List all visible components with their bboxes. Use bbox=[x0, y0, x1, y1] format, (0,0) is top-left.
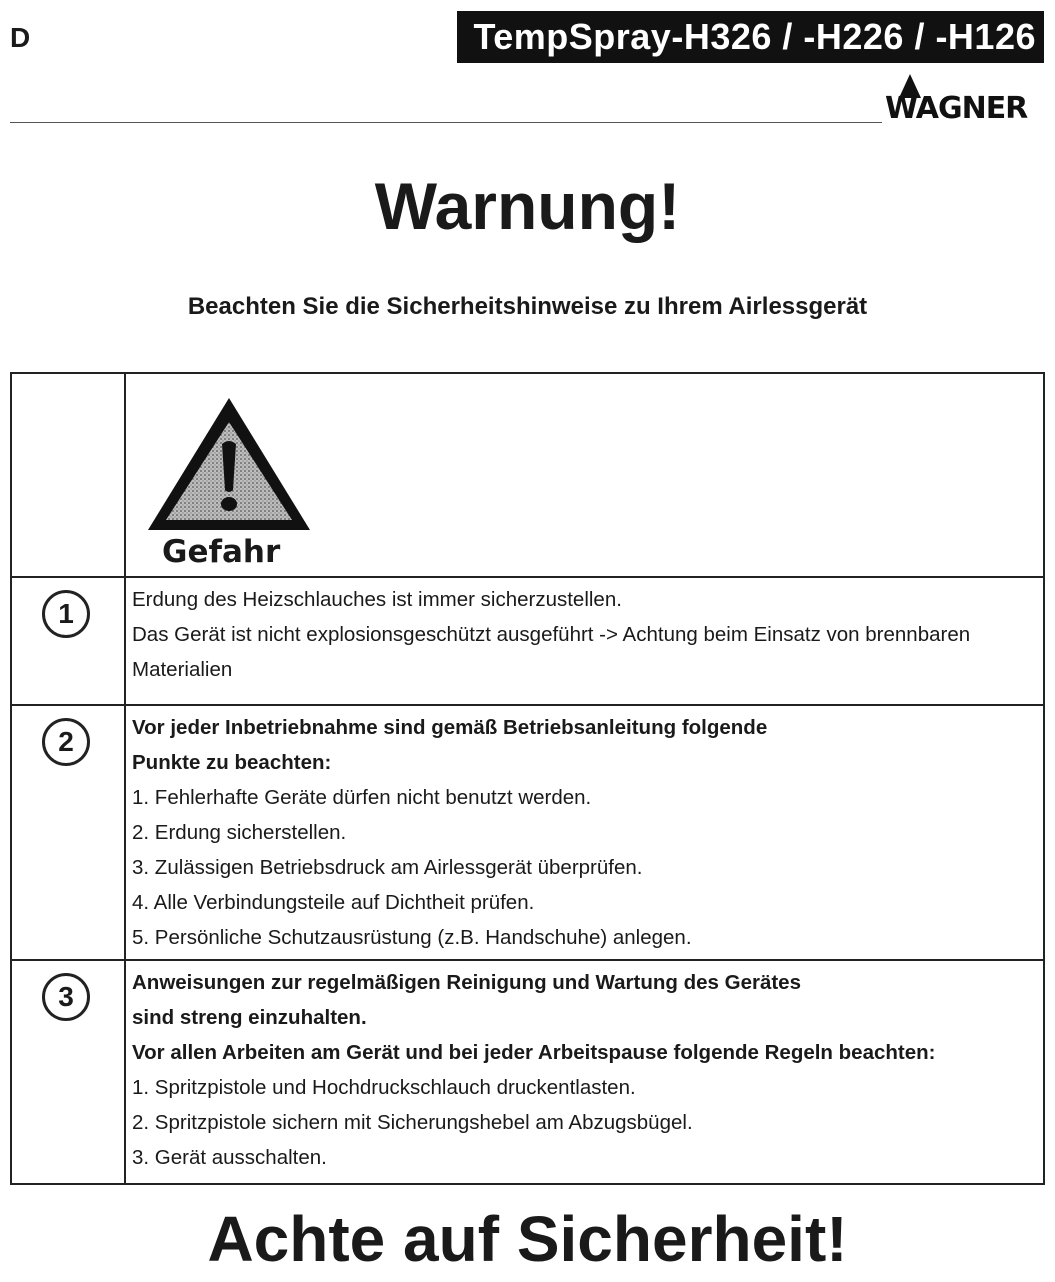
text-line-bold: Punkte zu beachten: bbox=[132, 751, 332, 774]
hazard-sign bbox=[144, 394, 314, 574]
list-item: 2. Erdung sicherstellen. bbox=[132, 821, 347, 844]
step-number-badge: 3 bbox=[42, 973, 90, 1021]
content-cell bbox=[125, 577, 1044, 705]
content-cell bbox=[125, 960, 1044, 1184]
language-code: D bbox=[10, 22, 32, 53]
number-cell bbox=[11, 705, 125, 960]
content-cell bbox=[125, 705, 1044, 960]
step-number-badge: 2 bbox=[42, 718, 90, 766]
wagner-logo bbox=[885, 74, 1045, 126]
text-line: Materialien bbox=[132, 658, 233, 681]
hazard-row bbox=[11, 373, 1044, 577]
list-item: 2. Spritzpistole sichern mit Sicherungshebel am Abzugsbügel. bbox=[132, 1111, 693, 1134]
step-number-badge: 1 bbox=[42, 590, 90, 638]
list-item: 1. Spritzpistole und Hochdruckschlauch druckentlasten. bbox=[132, 1076, 636, 1099]
hazard-cell bbox=[125, 373, 1044, 577]
footer-title: Achte auf Sicherheit! bbox=[207, 1203, 848, 1275]
list-item: 1. Fehlerhafte Geräte dürfen nicht benutzt werden. bbox=[132, 786, 592, 809]
header-rule bbox=[10, 122, 882, 123]
text-line-bold: Anweisungen zur regelmäßigen Reinigung und Wartung des Gerätes bbox=[132, 971, 801, 994]
model-title-bar bbox=[457, 11, 1044, 63]
safety-row-2 bbox=[11, 705, 1044, 960]
text-line: Das Gerät ist nicht explosionsgeschützt ausgeführt -> Achtung beim Einsatz von brennbaren bbox=[132, 623, 971, 646]
number-cell bbox=[11, 960, 125, 1184]
text-line-bold: Vor jeder Inbetriebnahme sind gemäß Betriebsanleitung folgende bbox=[132, 716, 768, 739]
number-cell bbox=[11, 577, 125, 705]
logo-text: WAGNER bbox=[885, 91, 1028, 126]
list-item: 3. Zulässigen Betriebsdruck am Airlessgerät überprüfen. bbox=[132, 856, 643, 879]
list-item: 3. Gerät ausschalten. bbox=[132, 1146, 327, 1169]
text-line-bold: Vor allen Arbeiten am Gerät und bei jeder Arbeitspause folgende Regeln beachten: bbox=[132, 1041, 936, 1064]
page-subtitle: Beachten Sie die Sicherheitshinweise zu Ihrem Airlessgerät bbox=[187, 293, 868, 320]
empty-cell bbox=[11, 373, 125, 577]
model-name: TempSpray-H326 / -H226 / -H126 bbox=[473, 16, 1036, 57]
page-title: Warnung! bbox=[374, 169, 681, 243]
safety-row-1 bbox=[11, 577, 1044, 705]
warning-triangle-icon bbox=[144, 394, 314, 534]
safety-table bbox=[10, 372, 1045, 1185]
hazard-label: Gefahr bbox=[162, 534, 281, 570]
list-item: 5. Persönliche Schutzausrüstung (z.B. Handschuhe) anlegen. bbox=[132, 926, 692, 949]
text-line: Erdung des Heizschlauches ist immer sicherzustellen. bbox=[132, 588, 622, 611]
list-item: 4. Alle Verbindungsteile auf Dichtheit prüfen. bbox=[132, 891, 535, 914]
text-line-bold: sind streng einzuhalten. bbox=[132, 1006, 367, 1029]
safety-row-3 bbox=[11, 960, 1044, 1184]
